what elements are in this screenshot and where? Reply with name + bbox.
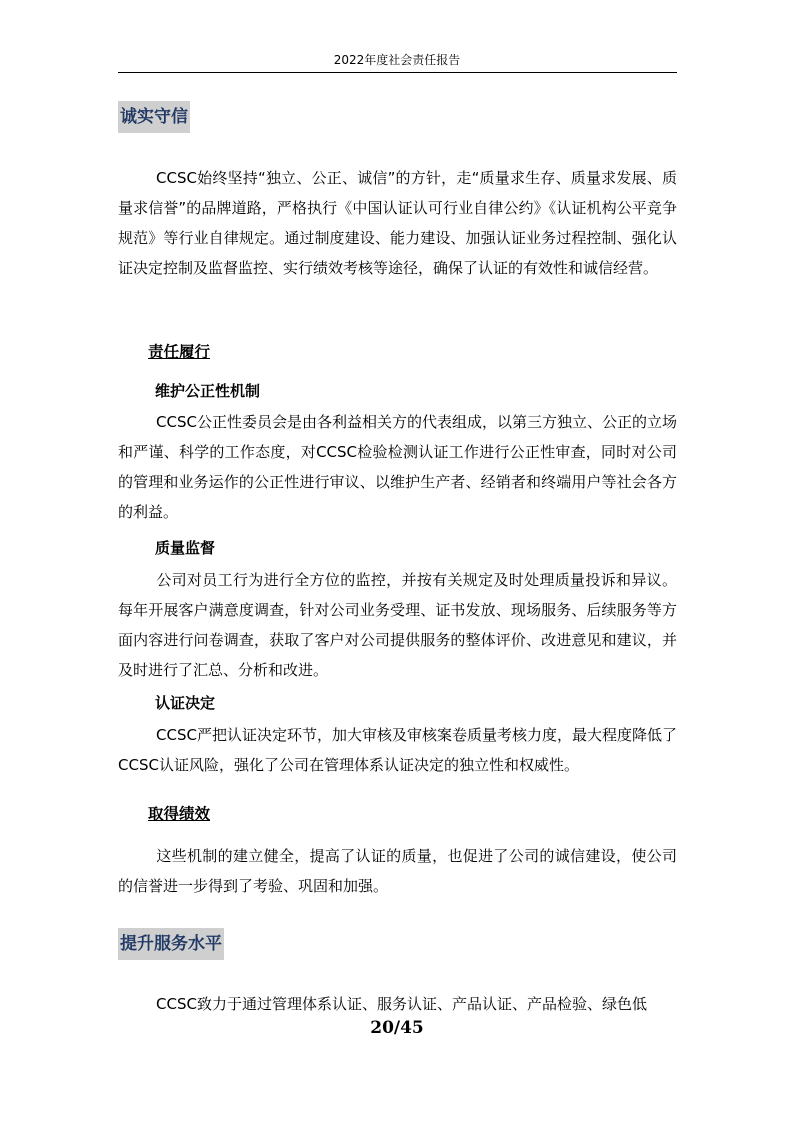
section-title-integrity: 诚实守信 bbox=[118, 101, 190, 133]
page-number: 20/45 bbox=[370, 1018, 424, 1038]
paragraph-results bbox=[118, 841, 677, 901]
paragraph-quality bbox=[118, 565, 677, 685]
paragraph-results-text: 这些机制的建立健全，提高了认证的质量，也促进了公司的诚信建设，使公司的信誉进一步得到了考验、巩固和加强。 bbox=[118, 847, 677, 895]
paragraph-quality-text: 公司对员工行为进行全方位的监控，并按有关规定及时处理质量投诉和异议。每年开展客户满意度调查，针对公司业务受理、证书发放、现场服务、后续服务等方面内容进行问卷调查，获取了客户对公司提供服务的整体评价、改进意见和建议，并及时进行了汇总、分析和改进。 bbox=[118, 571, 677, 679]
paragraph-decision-text: CCSC严把认证决定环节，加大审核及审核案卷质量考核力度，最大程度降低了CCSC认证风险，强化了公司在管理体系认证决定的独立性和权威性。 bbox=[118, 726, 677, 774]
paragraph-service-text: CCSC致力于通过管理体系认证、服务认证、产品认证、产品检验、绿色低 bbox=[156, 995, 647, 1013]
subheading-decision: 认证决定 bbox=[155, 694, 216, 712]
header-rule bbox=[118, 72, 677, 73]
paragraph-impartiality bbox=[118, 407, 677, 527]
subheading-quality: 质量监督 bbox=[155, 539, 216, 557]
subheading-results: 取得绩效 bbox=[148, 805, 211, 823]
paragraph-intro bbox=[118, 163, 677, 283]
paragraph-service bbox=[118, 989, 677, 1019]
paragraph-impartiality-text: CCSC公正性委员会是由各利益相关方的代表组成，以第三方独立、公正的立场和严谨、科学的工作态度，对CCSC检验检测认证工作进行公正性审查，同时对公司的管理和业务运作的公正性进行审议、以维护生产者、经销者和终端用户等社会各方的利益。 bbox=[118, 413, 677, 521]
paragraph-intro-text: CCSC始终坚持“独立、公正、诚信”的方针，走“质量求生存、质量求发展、质量求信誉”的品牌道路，严格执行《中国认证认可行业自律公约》《认证机构公平竞争规范》等行业自律规定。通过制度建设、能力建设、加强认证业务过程控制、强化认证决定控制及监督监控、实行绩效考核等途径，确保了认证的有效性和诚信经营。 bbox=[118, 169, 677, 277]
paragraph-decision bbox=[118, 720, 677, 780]
subheading-impartiality: 维护公正性机制 bbox=[155, 382, 261, 400]
subheading-responsibility: 责任履行 bbox=[148, 343, 211, 361]
running-header: 2022年度社会责任报告 bbox=[333, 53, 461, 67]
section-title-service: 提升服务水平 bbox=[118, 928, 224, 960]
